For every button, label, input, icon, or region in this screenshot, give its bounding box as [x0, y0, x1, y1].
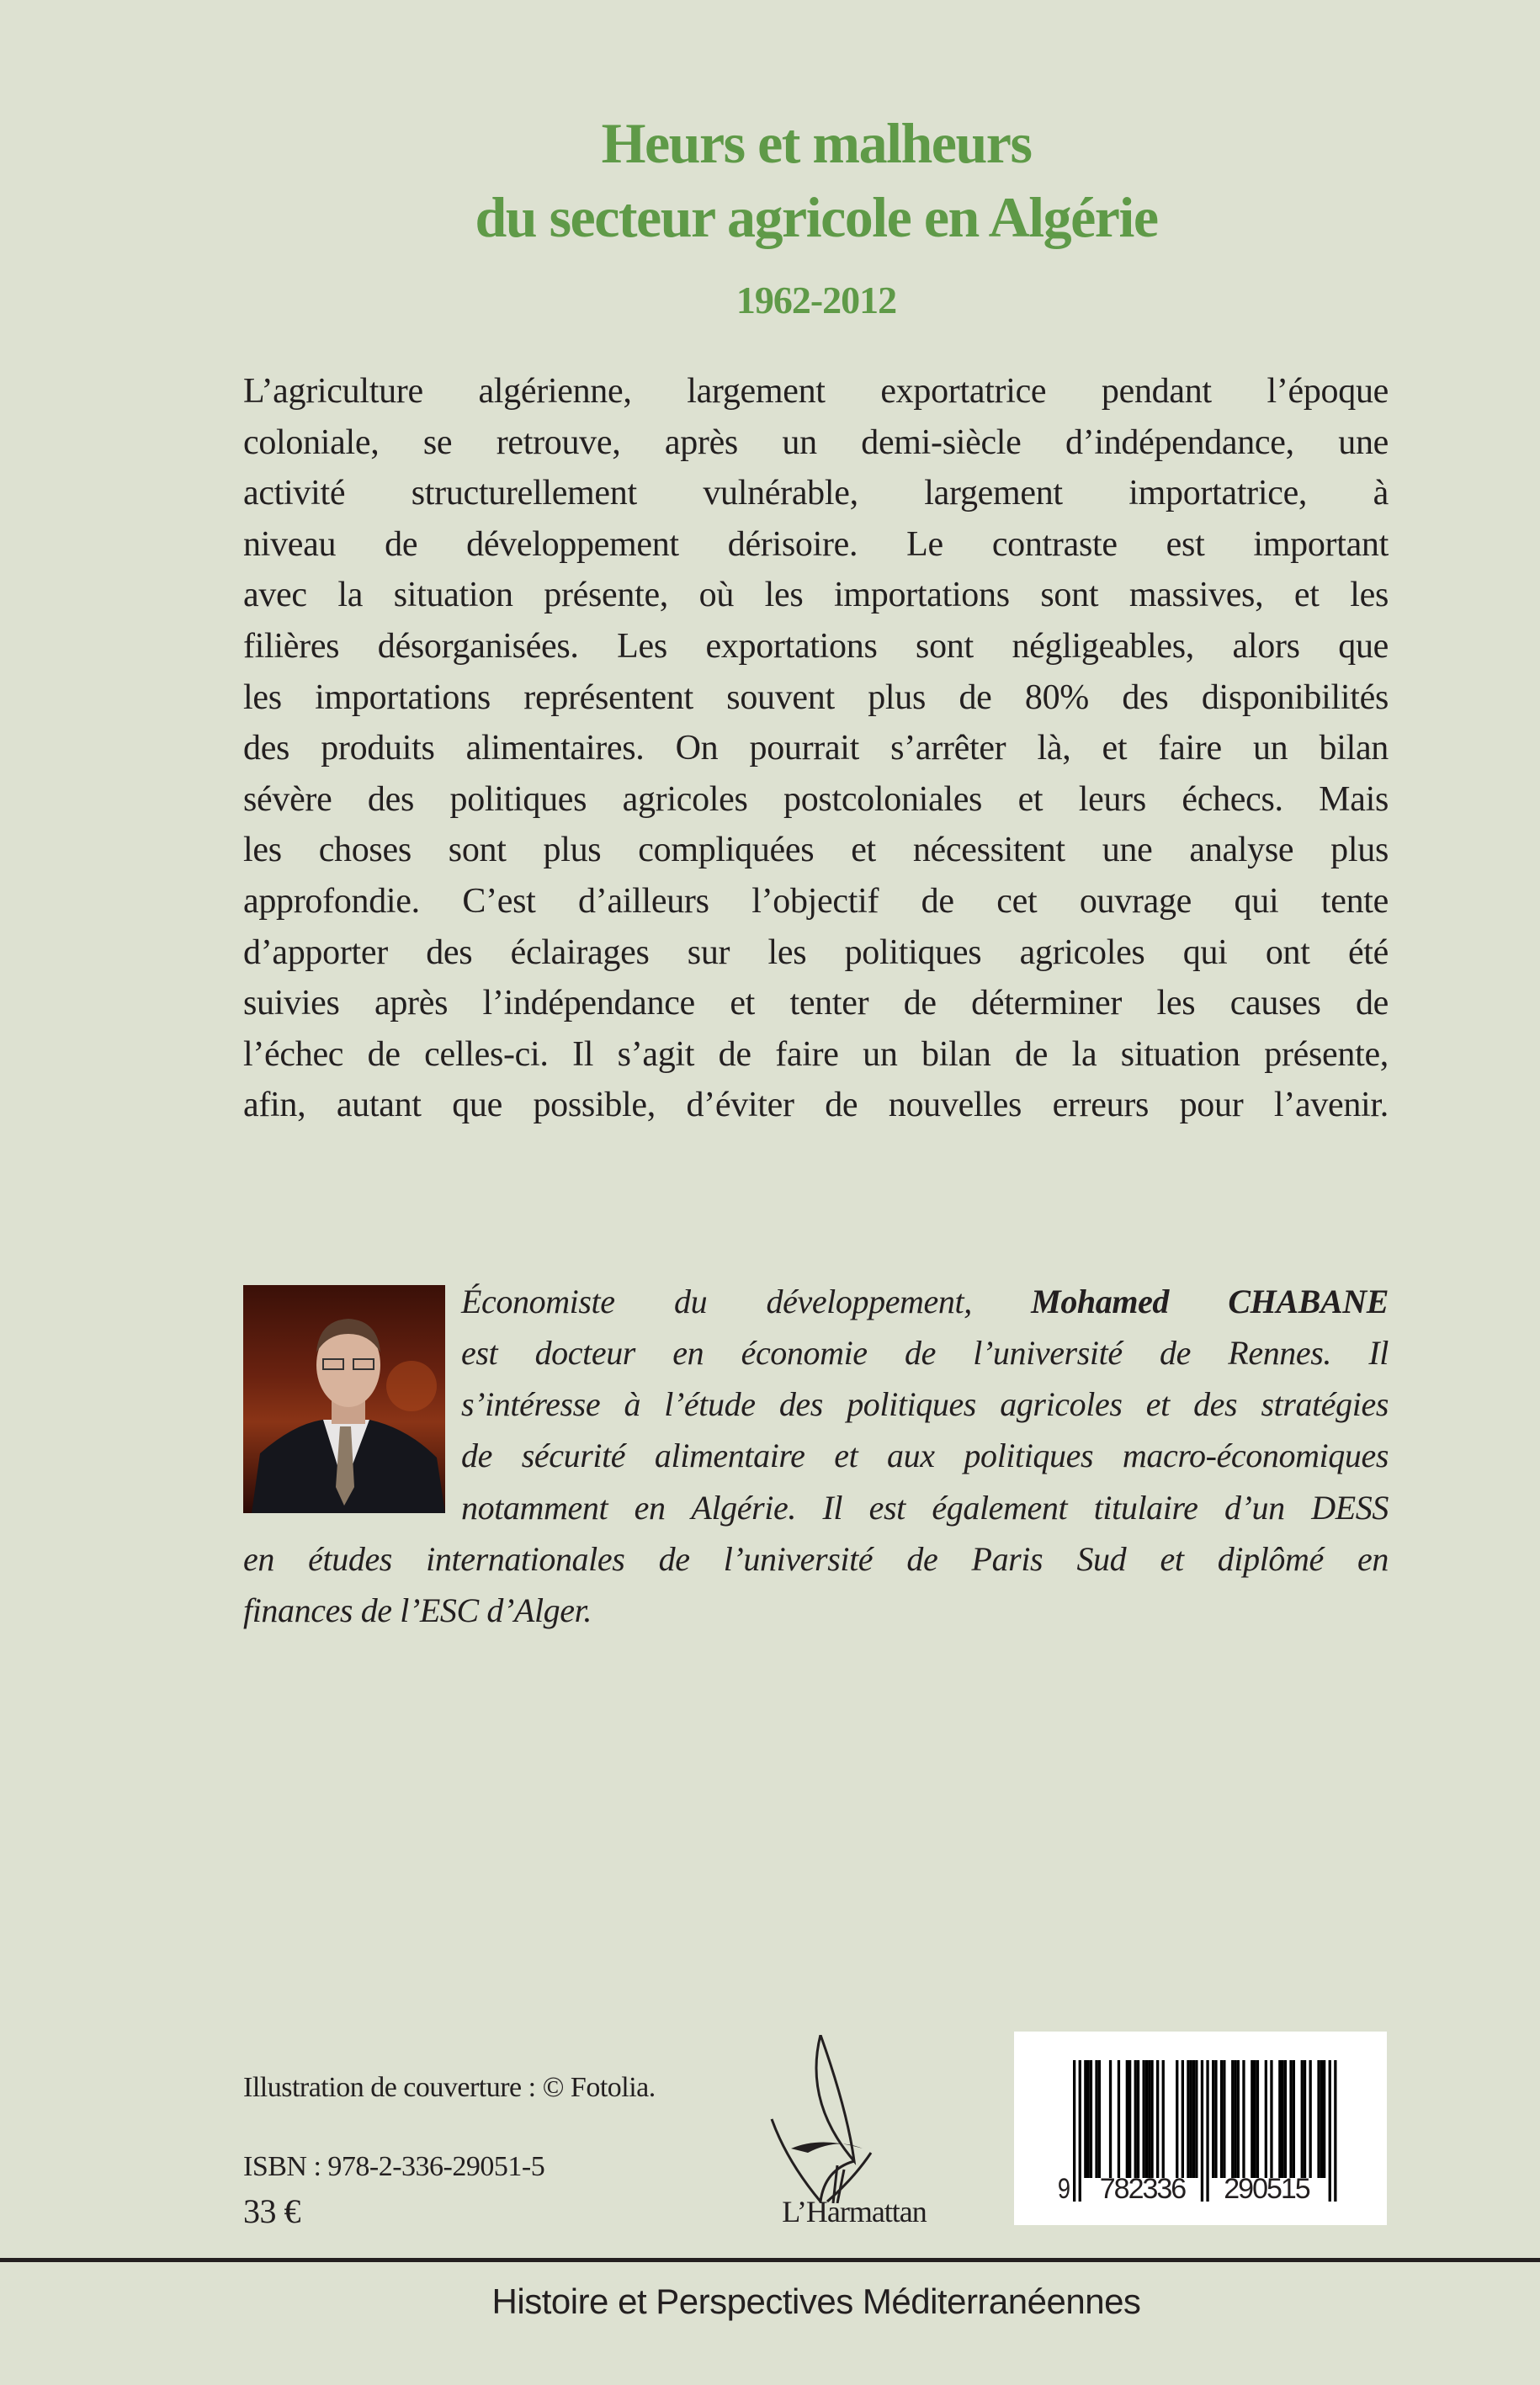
barcode-bar	[1282, 2060, 1284, 2178]
barcode-bar	[1087, 2060, 1090, 2178]
barcode-bar	[1256, 2060, 1259, 2178]
barcode-bar	[1270, 2060, 1272, 2178]
barcode-bar	[1231, 2060, 1234, 2178]
barcode-bar	[1150, 2060, 1153, 2178]
barcode-bar	[1095, 2060, 1097, 2178]
barcode-bar	[1304, 2060, 1306, 2178]
barcode-bar	[1242, 2060, 1245, 2178]
series-name: Histoire et Perspectives Méditerranéennes	[491, 2281, 1141, 2321]
barcode-bar	[1334, 2060, 1336, 2202]
sailboat-icon	[753, 2035, 955, 2203]
author-bio-line: finances de l’ESC d’Alger.	[243, 1591, 592, 1629]
barcode-bar	[1323, 2060, 1325, 2178]
barcode-bar	[1134, 2060, 1137, 2178]
summary-line: L’agriculture algérienne, largement exportatrice pendant l’époque	[243, 372, 1389, 411]
barcode-left-digits: 782336	[1099, 2173, 1186, 2205]
summary-line: sévère des politiques agricoles postcoloniales et leurs échecs. Mais	[243, 779, 1389, 819]
isbn: ISBN : 978-2-336-29051-5	[243, 2151, 545, 2182]
barcode-bar	[1317, 2060, 1320, 2178]
barcode-bar	[1182, 2060, 1184, 2178]
barcode-bar	[1265, 2060, 1267, 2178]
barcode-first-digit: 9	[1057, 2173, 1071, 2205]
barcode-bar	[1128, 2060, 1131, 2178]
book-years: 1962-2012	[735, 279, 897, 321]
barcode-bar	[1301, 2060, 1304, 2178]
summary-line: coloniale, se retrouve, après un demi-siècle d’indépendance, une	[243, 422, 1389, 462]
barcode-bar	[1289, 2060, 1292, 2178]
author-bio-line: s’intéresse à l’étude des politiques agricoles et des stratégies	[461, 1385, 1389, 1424]
barcode-bar	[1126, 2060, 1128, 2178]
barcode-bar	[1148, 2060, 1150, 2178]
author-photo	[243, 1285, 445, 1513]
summary-line: les choses sont plus compliquées et nécessitent une analyse plus	[243, 831, 1389, 870]
summary-line: des produits alimentaires. On pourrait s’arrêter là, et faire un bilan	[243, 729, 1389, 768]
barcode-bar	[1195, 2060, 1197, 2178]
barcode-bar	[1098, 2060, 1101, 2178]
barcode-bar	[1293, 2060, 1295, 2178]
summary-line: filières désorganisées. Les exportations sont négligeables, alors que	[243, 627, 1389, 666]
author-bio-line: de sécurité alimentaire et aux politiques macro-économiques	[461, 1437, 1389, 1475]
barcode-bar	[1109, 2060, 1112, 2178]
barcode-bar	[1329, 2060, 1331, 2202]
footer-divider	[0, 2258, 1540, 2262]
barcode-bar	[1090, 2060, 1092, 2178]
barcode-bar	[1254, 2060, 1256, 2178]
barcode-bar	[1212, 2060, 1214, 2178]
book-title-line-2: du secteur agricole en Algérie	[475, 185, 1158, 249]
publisher-name: L’Harmattan	[782, 2195, 927, 2228]
cover-illustration-credit: Illustration de couverture : © Fotolia.	[243, 2072, 656, 2103]
barcode-bar	[1118, 2060, 1120, 2178]
barcode-bar	[1278, 2060, 1281, 2178]
isbn-barcode	[1014, 2032, 1387, 2225]
summary-line: niveau de développement dérisoire. Le contraste est important	[243, 524, 1389, 564]
barcode-bar	[1284, 2060, 1287, 2178]
author-name: Mohamed CHABANE	[1031, 1283, 1389, 1320]
barcode-bar	[1309, 2060, 1312, 2178]
barcode-bar	[1201, 2060, 1203, 2202]
barcode-bar	[1145, 2060, 1148, 2178]
summary-line: activité structurellement vulnérable, largement importatrice, à	[243, 474, 1389, 513]
barcode-bar	[1084, 2060, 1086, 2178]
summary-line: avec la situation présente, où les importations sont massives, et les	[243, 576, 1389, 615]
barcode-bar	[1156, 2060, 1159, 2178]
price: 33 €	[243, 2192, 300, 2230]
barcode-bar	[1220, 2060, 1223, 2178]
barcode-bar	[1223, 2060, 1225, 2178]
summary-line: approfondie. C’est d’ailleurs l’objectif de cet ouvrage qui tente	[243, 882, 1389, 921]
author-bio-line	[461, 1285, 1389, 1325]
summary-line: suivies après l’indépendance et tenter de déterminer les causes de	[243, 984, 1389, 1023]
barcode-bar	[1162, 2060, 1165, 2178]
author-bio-line: en études internationales de l’université de Paris Sud et diplômé en	[243, 1539, 1389, 1578]
barcode-bar	[1079, 2060, 1081, 2202]
author-bio-line: notamment en Algérie. Il est également titulaire d’un DESS	[461, 1488, 1389, 1527]
summary-line: afin, autant que possible, d’éviter de nouvelles erreurs pour l’avenir.	[243, 1086, 1389, 1125]
book-title-line-1: Heurs et malheurs	[601, 111, 1032, 175]
barcode-bar	[1237, 2060, 1240, 2178]
author-bio-line: est docteur en économie de l’université de Rennes. Il	[461, 1334, 1389, 1372]
barcode-bar	[1214, 2060, 1217, 2178]
publisher-logo	[753, 2035, 955, 2241]
barcode-bar	[1320, 2060, 1323, 2178]
author-bio-intro: Économiste du développement,	[461, 1283, 1032, 1320]
barcode-bar	[1073, 2060, 1075, 2202]
summary-line: l’échec de celles-ci. Il s’agit de faire un bilan de la situation présente,	[243, 1034, 1389, 1074]
summary-line: les importations représentent souvent plus de 80% des disponibilités	[243, 677, 1389, 717]
barcode-bar	[1190, 2060, 1192, 2178]
barcode-bar	[1137, 2060, 1139, 2178]
barcode-bar	[1187, 2060, 1189, 2178]
barcode-bar	[1143, 2060, 1145, 2178]
summary-line: d’apporter des éclairages sur les politiques agricoles qui ont été	[243, 932, 1389, 972]
barcode-right-digits: 290515	[1224, 2173, 1309, 2205]
barcode-bar	[1176, 2060, 1178, 2178]
barcode-bar	[1251, 2060, 1253, 2178]
barcode-bar	[1234, 2060, 1236, 2178]
barcode-bar	[1192, 2060, 1195, 2178]
